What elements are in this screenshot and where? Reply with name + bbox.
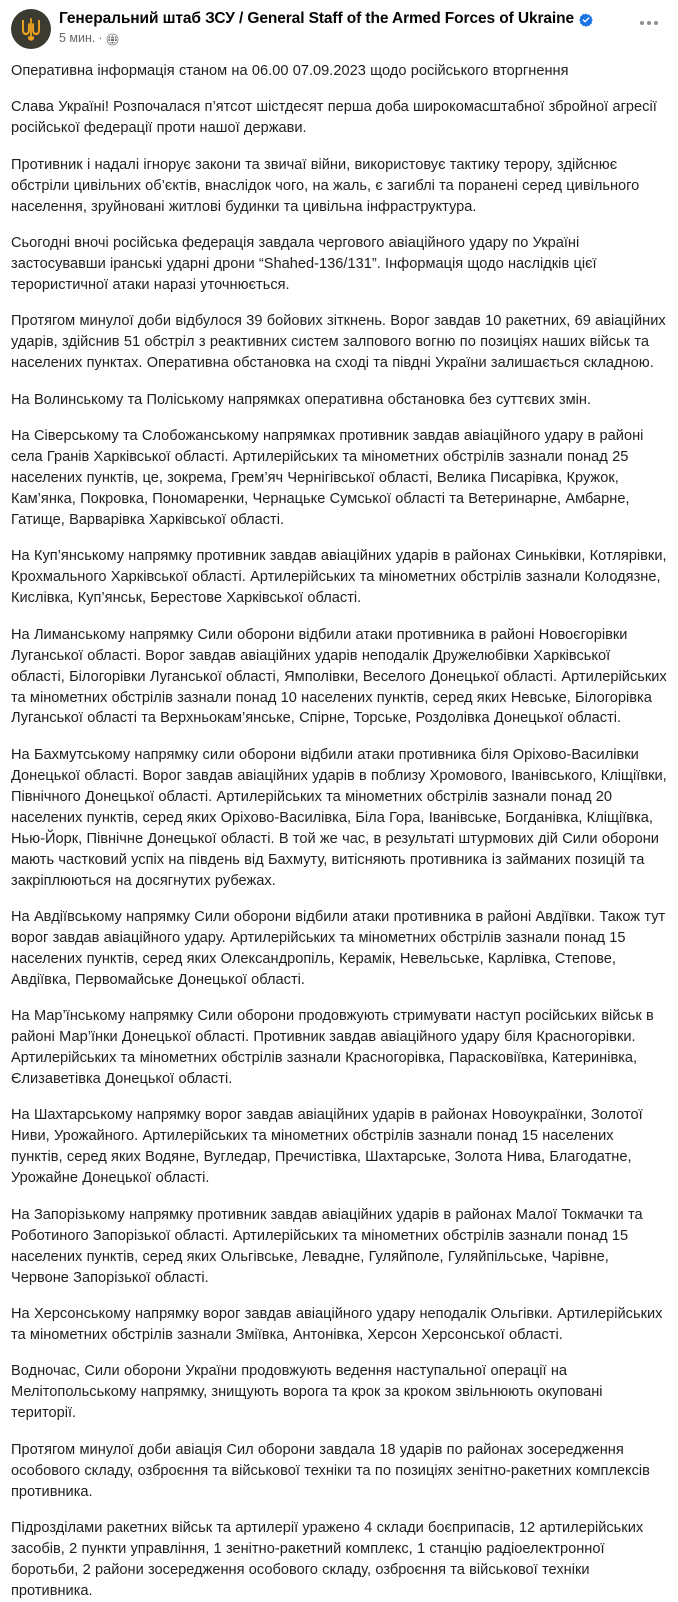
post-paragraph: На Бахмутському напрямку сили оборони відбили атаки противника біля Оріхово-Василівки Донецької області. Ворог завдав авіаційних ударів в поблизу Хромового, Іванівського, Кліщіївки, Північного Донецької області. Артилерійських та мінометних обстрілів зазнали понад 20 населених пунктів, серед яких Оріхово-Василівка, Біла Гора, Іванівське, Богданівка, Кліщіївка, Нью-Йорк, Північне Донецької області. В той же час, в результаті штурмових дій Сили оборони мають частковий успіх на південь від Бахмуту, витісняють противника із займаних позицій та закріплюються на досягнутих рубежах. xyxy=(11,746,667,889)
verified-badge-icon xyxy=(579,13,593,27)
post-paragraph: Оперативна інформація станом на 06.00 07.09.2023 щодо російського вторгнення xyxy=(11,63,569,79)
globe-icon[interactable] xyxy=(106,33,119,46)
post-paragraph: Сьогодні вночі російська федерація завдала чергового авіаційного удару по Україні застосувавши іранські ударні дрони “Shahed-136/131”. Інформація щодо наслідків цієї терористичної атаки наразі уточнюється. xyxy=(11,235,597,293)
post-paragraph: На Авдіївському напрямку Сили оборони відбили атаки противника в районі Авдіївки. Також тут ворог завдав авіаційного удару. Артилерійських та мінометних обстрілів зазнали понад 15 населених пунктів, серед яких Олександропіль, Керамік, Невельське, Карлівка, Степове, Авдіївка, Первомайське Донецької області. xyxy=(11,908,666,988)
avatar[interactable] xyxy=(11,9,51,49)
post-paragraph: Водночас, Сили оборони України продовжують ведення наступальної операції на Мелітопольському напрямку, знищують ворога та крок за кроком звільнюють окуповані території. xyxy=(11,1363,603,1422)
post-paragraph: Протягом минулої доби авіація Сил оборони завдала 18 ударів по районах зосередження особового складу, озброєння та військової техніки та по позиціях зенітно-ракетних комплексів противника. xyxy=(11,1441,650,1500)
post-paragraph: На Шахтарському напрямку ворог завдав авіаційних ударів в районах Новоукраїнки, Золотої Ниви, Урожайного. Артилерійських та мінометних обстрілів зазнали понад 15 населених пунктів, серед яких Водяне, Вугледар, Пречистівка, Шахтарське, Золота Нива, Благодатне, Урожайне Донецької області. xyxy=(11,1107,643,1187)
more-dot-1 xyxy=(640,21,644,25)
post-paragraph: На Мар’їнському напрямку Сили оборони продовжують стримувати наступ російських військ в районі Мар’їнки Донецької області. Противник завдав авіаційного удару біля Красногорівки. Артилерійських та мінометних обстрілів зазнали Красногорівка, Парасковіївка, Катеринівка, Єлизаветівка Донецької області. xyxy=(11,1008,654,1087)
post-options-button[interactable] xyxy=(634,14,664,32)
post-paragraph: На Лиманському напрямку Сили оборони відбили атаки противника в районі Новоєгорівки Луганської області. Ворог завдав авіаційних ударів неподалік Дружелюбівки Харківської області, Білогорівки Луганської області, Ямполівки, Веселого Донецької області. Артилерійських та мінометних обстрілів зазнали понад 10 населених пунктів, серед яких Невське, Білогорівка Луганської області та Верхньокам’янське, Спірне, Торське, Роздолівка Донецької області. xyxy=(11,626,667,727)
post-paragraph: Підрозділами ракетних військ та артилерії уражено 4 склади боєприпасів, 12 артилерійських засобів, 2 пункти управління, 1 зенітно-ракетний комплекс, 1 станцію радіоелектронної боротьби, 2 райони зосередження особового складу, озброєння та військової техніки противника. xyxy=(11,1519,644,1599)
post-paragraph: На Волинському та Поліському напрямках оперативна обстановка без суттєвих змін. xyxy=(11,391,592,408)
author-name[interactable]: Генеральний штаб ЗСУ / General Staff of the Armed Forces of Ukraine xyxy=(59,10,575,27)
post-paragraph: На Куп’янському напрямку противник завдав авіаційних ударів в районах Синьківки, Котлярівки, Крохмального Харківської області. Артилерійських та мінометних обстрілів зазнали Колодязне, Кислівка, Куп’янськ, Берестове Харківської області. xyxy=(11,548,667,607)
post-meta xyxy=(59,31,666,46)
post-paragraph: Протягом минулої доби відбулося 39 бойових зіткнень. Ворог завдав 10 ракетних, 69 авіаційних ударів, здійснив 51 обстріл з реактивних систем залпового вогню по позиціях наших військ та населених пунктах. Оперативна обстановка на сході та півдні України залишається складною. xyxy=(11,313,666,372)
post-paragraph: Противник і надалі ігнорує закони та звичаї війни, використовує тактику терору, здійснює обстріли цивільних об’єктів, внаслідок чого, на жаль, є загиблі та поранені серед цивільного населення, зруйновані житлові будинки та цивільна інфраструктура. xyxy=(11,156,640,215)
post-timestamp[interactable]: 5 мин. xyxy=(59,30,96,45)
ukrainian-trident-icon xyxy=(19,17,43,42)
post-header-text xyxy=(59,9,666,46)
post-paragraph: На Запорізькому напрямку противник завдав авіаційних ударів в районах Малої Токмачки та Роботиного Запорізької області. Артилерійських та мінометних обстрілів зазнали понад 15 населених пунктів, серед яких Ольгівське, Левадне, Гуляйполе, Гуляйпільське, Чарівне, Червоне Запорізької області. xyxy=(11,1206,643,1286)
author-row xyxy=(59,10,666,28)
more-dot-2 xyxy=(647,21,651,25)
more-dot-3 xyxy=(654,21,658,25)
post-paragraph: На Херсонському напрямку ворог завдав авіаційного удару неподалік Ольгівки. Артилерійських та мінометних обстрілів зазнали Зміївка, Антонівка, Херсон Херсонської області. xyxy=(11,1305,663,1343)
post-body xyxy=(0,49,678,1602)
post-paragraph: Слава Україні! Розпочалася п’ятсот шістдесят перша доба широкомасштабної збройної агресії російської федерації проти нашої держави. xyxy=(11,99,657,137)
post-paragraph: На Сіверському та Слобожанському напрямках противник завдав авіаційного удару в районі села Гранів Харківської області. Артилерійських та мінометних обстрілів зазнали понад 25 населених пунктів, це, зокрема, Грем’яч Чернігівської області, Велика Писарівка, Кружок, Кам’янка, Покровка, Пономаренки, Чернацьке Сумської області та Ветеринарне, Амбарне, Гатище, Варварівка Харківської області. xyxy=(11,428,644,528)
meta-separator: · xyxy=(98,30,103,45)
post-header xyxy=(0,0,678,49)
